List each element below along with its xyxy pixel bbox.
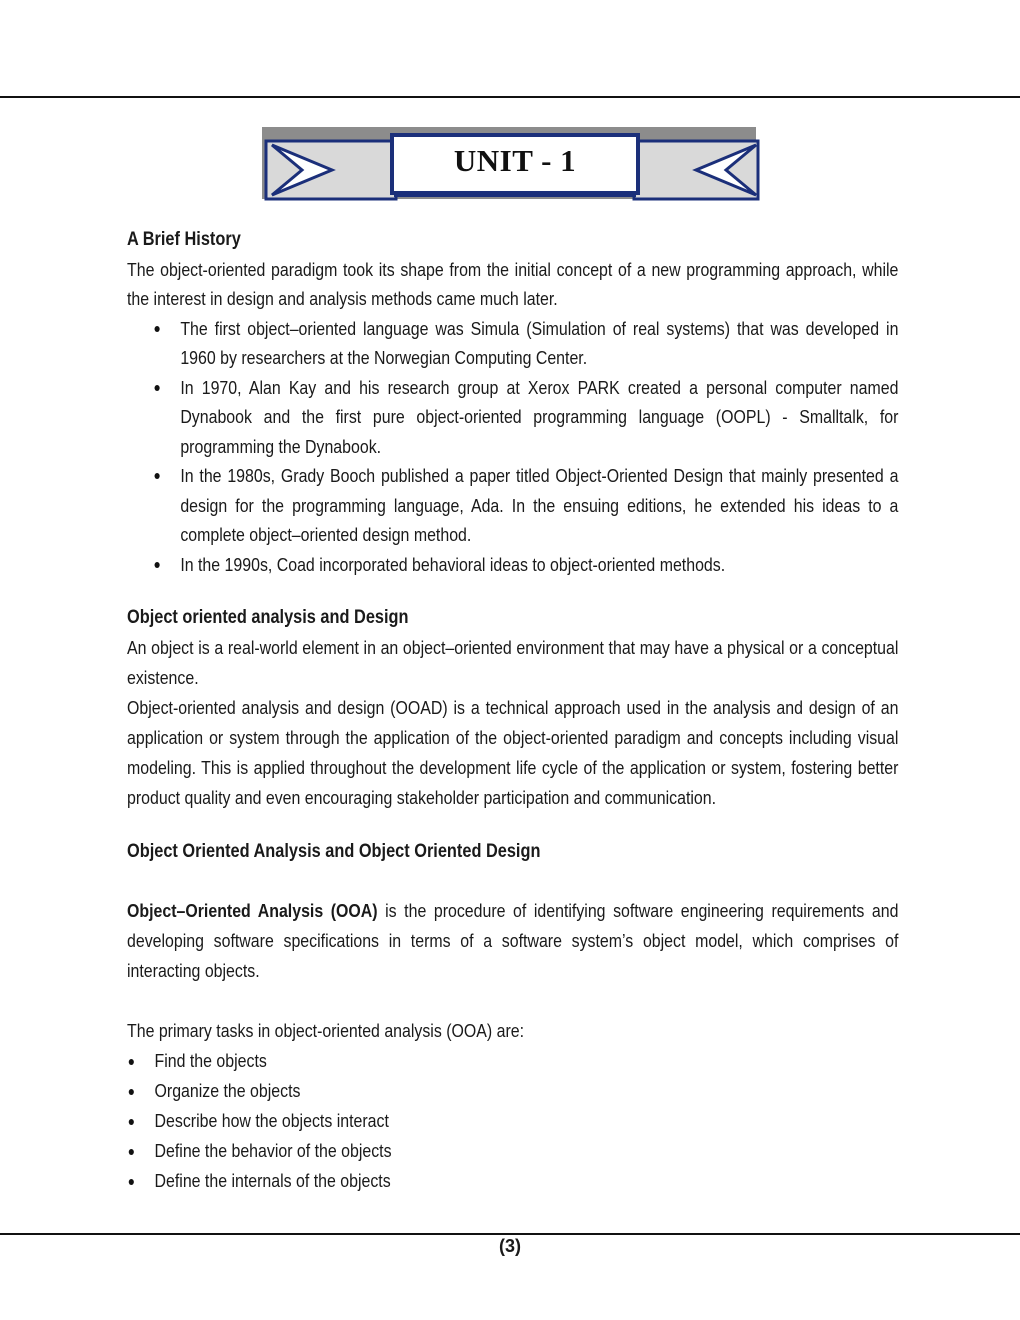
ooa-heading: Object Oriented Analysis and Object Oriented Design	[127, 840, 541, 862]
ooa-term: Object–Oriented Analysis (OOA)	[127, 900, 378, 921]
unit-banner	[262, 127, 762, 203]
page-number: (3)	[499, 1236, 521, 1256]
ooad-object-definition: An object is a real-world element in an object–oriented environment that may have a physical or a conceptual existence.	[127, 636, 899, 688]
list-item: Describe how the objects interact	[127, 1106, 898, 1136]
list-item: Define the behavior of the objects	[127, 1136, 898, 1166]
ooad-heading: Object oriented analysis and Design	[127, 607, 409, 628]
history-intro: The object-oriented paradigm took its shape from the initial concept of a new programming approach, while the interest in design and analysis methods came much later.	[127, 258, 899, 309]
ooa-definition	[127, 896, 898, 986]
history-section	[127, 225, 898, 579]
footer-rule	[0, 1233, 1020, 1235]
ooad-section	[127, 603, 898, 813]
ooad-description: Object-oriented analysis and design (OOAD) is a technical approach used in the analysis and design of an application or system through the application of the object-oriented paradigm and concepts including visual modeling. This is applied throughout the development life cycle of the application or system, fostering better product quality and even encouraging stakeholder participation and communication.	[127, 696, 899, 808]
ooa-tasks-intro: The primary tasks in object-oriented analysis (OOA) are:	[127, 1020, 525, 1041]
list-item: In the 1990s, Coad incorporated behavioral ideas to object-oriented methods.	[127, 550, 898, 580]
ooa-definition-text: is the procedure of identifying software engineering requirements and developing software specifications in terms of a software system’s object model, which comprises of interacting objects.	[127, 900, 899, 981]
header-rule	[0, 96, 1020, 98]
ooa-section	[127, 837, 898, 1197]
history-heading: A Brief History	[127, 229, 241, 250]
list-item: Organize the objects	[127, 1076, 898, 1106]
ooa-task-list	[127, 1046, 898, 1196]
list-item: In 1970, Alan Kay and his research group at Xerox PARK created a personal computer named Dynabook and the first pure object-oriented programming language (OOPL) - Smalltalk, for programming the Dynabook.	[127, 373, 898, 462]
list-item: The first object–oriented language was Simula (Simulation of real systems) that was developed in 1960 by researchers at the Norwegian Computing Center.	[127, 314, 898, 373]
history-list	[127, 314, 898, 580]
list-item: Find the objects	[127, 1046, 898, 1076]
list-item: Define the internals of the objects	[127, 1166, 898, 1196]
list-item: In the 1980s, Grady Booch published a paper titled Object-Oriented Design that mainly presented a design for the programming language, Ada. In the ensuing editions, he extended his ideas to a complete object–oriented design method.	[127, 461, 898, 550]
unit-title: UNIT - 1	[453, 143, 577, 178]
page-content	[127, 225, 898, 1196]
